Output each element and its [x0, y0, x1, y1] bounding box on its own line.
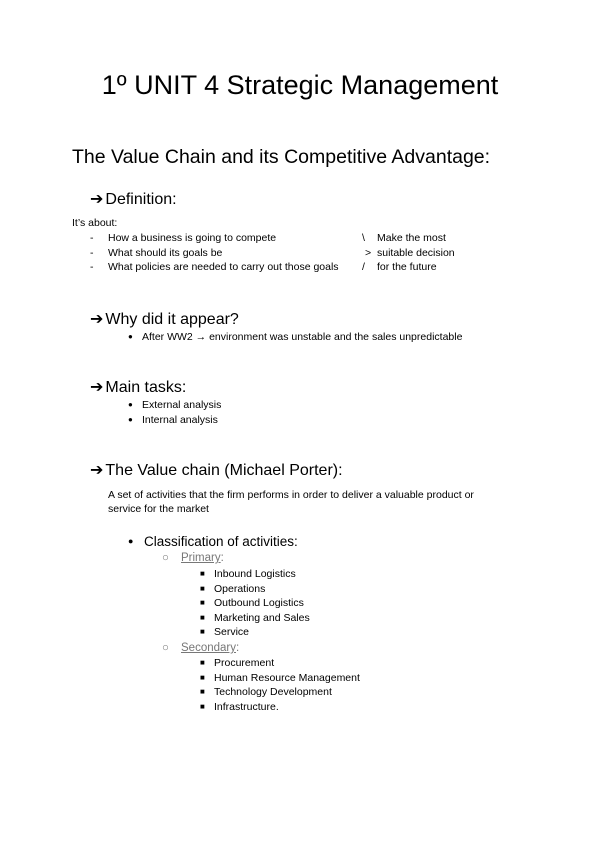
dash-marker: -: [90, 261, 94, 273]
primary-item: [200, 568, 296, 580]
value-chain-heading: [90, 460, 343, 480]
definition-heading: [90, 189, 177, 209]
primary-item: [200, 597, 304, 609]
secondary-item: [200, 657, 274, 669]
definition-item: What should its goals be: [108, 247, 223, 259]
list-item: [128, 331, 462, 343]
list-item: [128, 399, 221, 411]
secondary-item: [200, 701, 279, 713]
primary-item-text: Operations: [214, 583, 266, 595]
list-item-text: External analysis: [142, 399, 222, 411]
square-bullet-icon: ■: [200, 584, 205, 593]
classification-text: Classification of activities:: [144, 534, 298, 549]
brace-marker: \: [362, 232, 365, 244]
arrow-icon: ➔: [90, 462, 104, 479]
label-colon: :: [220, 552, 224, 564]
disc-bullet-icon: ●: [128, 400, 133, 409]
primary-item-text: Marketing and Sales: [214, 612, 310, 624]
arrow-icon: ➔: [90, 379, 104, 396]
square-bullet-icon: ■: [200, 702, 205, 711]
secondary-item: [200, 686, 332, 698]
tasks-heading: [90, 377, 186, 397]
brace-marker: /: [362, 261, 365, 273]
circle-bullet-icon: ○: [162, 552, 169, 564]
circle-bullet-icon: ○: [162, 642, 169, 654]
section-heading: The Value Chain and its Competitive Advantage:: [72, 146, 491, 168]
square-bullet-icon: ■: [200, 569, 205, 578]
value-chain-description: A set of activities that the firm performs in order to deliver a valuable product or: [108, 489, 474, 501]
side-note: for the future: [377, 261, 437, 273]
page-title: 1º UNIT 4 Strategic Management: [101, 70, 499, 100]
label-colon: :: [235, 642, 240, 654]
value-chain-heading-text: The Value chain (Michael Porter):: [105, 462, 343, 479]
primary-label: [162, 552, 224, 564]
side-note: Make the most: [377, 232, 446, 244]
brace-marker: >: [365, 247, 372, 259]
secondary-item-text: Human Resource Management: [214, 672, 360, 684]
definition-heading-text: Definition:: [105, 191, 177, 208]
square-bullet-icon: ■: [200, 658, 205, 667]
classification-item: [128, 534, 298, 549]
primary-item: [200, 626, 249, 638]
arrow-icon: ➔: [90, 311, 104, 328]
secondary-item-text: Infrastructure.: [214, 701, 279, 713]
definition-intro: It’s about:: [72, 217, 118, 229]
square-bullet-icon: ■: [200, 627, 205, 636]
square-bullet-icon: ■: [200, 687, 205, 696]
disc-bullet-icon: ●: [128, 332, 133, 341]
side-note: suitable decision: [377, 247, 455, 259]
square-bullet-icon: ■: [200, 673, 205, 682]
definition-item: How a business is going to compete: [108, 232, 277, 244]
primary-item: [200, 583, 265, 595]
dash-marker: -: [90, 232, 94, 244]
value-chain-description: service for the market: [108, 503, 209, 515]
secondary-item: [200, 672, 360, 684]
arrow-icon: ➔: [90, 191, 104, 208]
list-item-text: Internal analysis: [142, 414, 218, 426]
primary-item-text: Inbound Logistics: [214, 568, 296, 580]
disc-bullet-icon: ●: [128, 415, 133, 424]
secondary-label: [162, 642, 239, 654]
square-bullet-icon: ■: [200, 613, 205, 622]
primary-label-text: Primary: [181, 552, 221, 564]
tasks-heading-text: Main tasks:: [105, 379, 187, 396]
secondary-label-text: Secondary: [181, 642, 236, 654]
square-bullet-icon: ■: [200, 598, 205, 607]
secondary-item-text: Technology Development: [214, 686, 332, 698]
disc-bullet-icon: ●: [128, 536, 134, 546]
primary-item-text: Service: [214, 626, 250, 638]
secondary-item-text: Procurement: [214, 657, 275, 669]
list-item: [128, 414, 218, 426]
dash-marker: -: [90, 247, 94, 259]
definition-item: What policies are needed to carry out those goals: [108, 261, 339, 273]
list-item-text: After WW2 → environment was unstable and the sales unpredictable: [142, 331, 463, 343]
why-heading-text: Why did it appear?: [105, 311, 239, 328]
primary-item-text: Outbound Logistics: [214, 597, 304, 609]
primary-item: [200, 612, 310, 624]
why-heading: [90, 309, 239, 329]
